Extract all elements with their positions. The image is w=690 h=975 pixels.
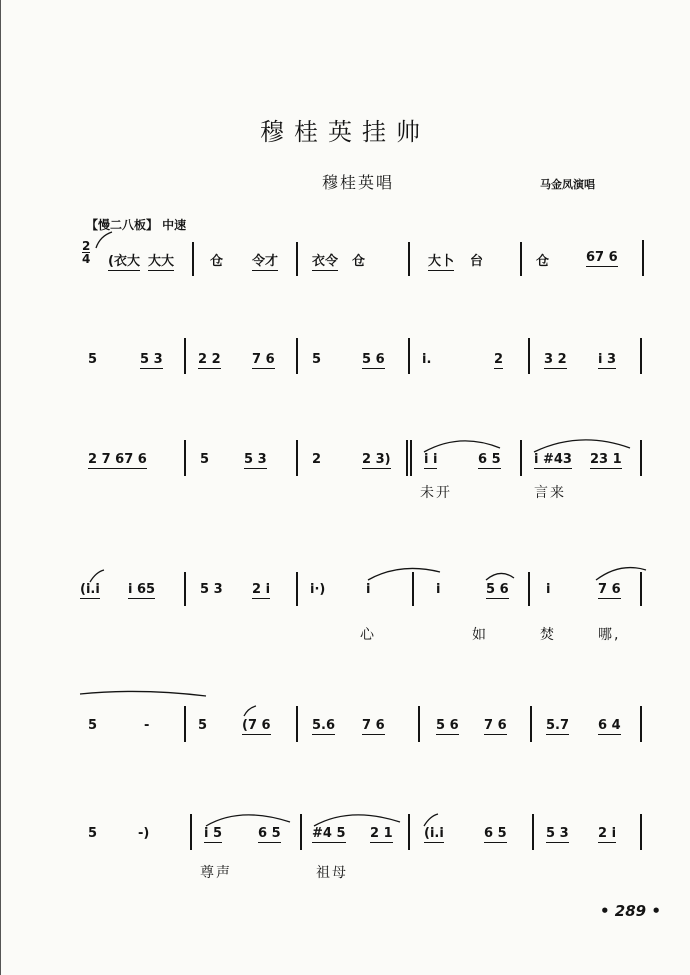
lyric-line: 哪, [598, 627, 621, 643]
note-group: 2 7 67 6 [88, 452, 147, 467]
slur-mark [80, 691, 206, 696]
note-group: i. [422, 352, 432, 367]
note-group: 7 6 [484, 718, 507, 733]
tempo-marking: 【慢二八板】 中速 [86, 218, 187, 232]
note-group: 7 6 [598, 582, 621, 597]
note-group: i 65 [128, 582, 156, 597]
subtitle: 穆桂英唱 [322, 173, 395, 192]
slur-mark [424, 814, 438, 826]
note-group: i [546, 582, 551, 597]
time-signature-top: 2 [82, 239, 91, 253]
note-group: 5 6 [436, 718, 459, 733]
note-group: 大大 [148, 250, 174, 271]
note-group: 6 5 [484, 826, 507, 841]
note-group: 67 6 [586, 250, 618, 265]
note-group: 5 [312, 352, 322, 367]
note-group: 5.7 [546, 718, 570, 733]
slur-mark [314, 815, 400, 826]
note-group: i 3 [598, 352, 617, 367]
page-number: • 289 • [600, 902, 661, 920]
note-group: 6 5 [258, 826, 281, 841]
note-group: 2 1 [370, 826, 393, 841]
note-group: 7 6 [362, 718, 385, 733]
lyric-line: 言来 [534, 485, 566, 501]
note-group: 台 [470, 254, 484, 269]
note-group: 3 2 [544, 352, 567, 367]
note-group: (7 6 [242, 718, 271, 733]
lyric-line: 心 [360, 627, 376, 643]
note-group: 5 3 [200, 582, 223, 597]
note-group: 5 [198, 718, 208, 733]
note-group: 5 6 [362, 352, 385, 367]
note-group: i·) [310, 582, 326, 597]
note-group: 2 i [598, 826, 617, 841]
slur-mark [244, 706, 256, 716]
note-group: (i.i [80, 582, 100, 597]
note-group: 2 3) [362, 452, 391, 467]
note-group: 2 i [252, 582, 271, 597]
slur-mark [96, 232, 112, 248]
slur-mark [368, 568, 440, 580]
note-group: i #43 [534, 452, 572, 467]
note-group: 5 [88, 826, 98, 841]
note-group: 5 3 [244, 452, 267, 467]
slur-mark [596, 568, 646, 580]
note-group: 6 5 [478, 452, 501, 467]
note-group: - [144, 718, 150, 733]
note-group: 5 [200, 452, 210, 467]
note-group: 6 4 [598, 718, 621, 733]
slur-mark [424, 441, 500, 452]
note-group: 仓 [536, 254, 550, 269]
slur-mark [534, 440, 630, 452]
note-group: #4 5 [312, 826, 346, 841]
page-edge-line [0, 0, 1, 975]
slur-mark [90, 570, 104, 582]
time-signature-bottom: 4 [82, 252, 91, 266]
note-group: 2 2 [198, 352, 221, 367]
note-group: 5 [88, 718, 98, 733]
note-group: 5.6 [312, 718, 336, 733]
note-group: -) [138, 826, 150, 841]
note-group: i [436, 582, 441, 597]
note-group: 大卜 [428, 250, 454, 271]
note-group: 5 [88, 352, 98, 367]
note-group: (衣大 [108, 250, 140, 271]
slur-mark [486, 573, 514, 580]
note-group: i i [424, 452, 438, 467]
lyric-line: 祖母 [316, 865, 348, 881]
lyric-line: 如 [472, 627, 488, 643]
note-group: 2 [312, 452, 322, 467]
performer-credit: 马金凤演唱 [540, 178, 595, 191]
slur-mark [206, 815, 290, 826]
note-group: 2 [494, 352, 504, 367]
lyric-line: 尊声 [200, 865, 232, 881]
note-group: 7 6 [252, 352, 275, 367]
note-group: 衣令 [312, 250, 338, 271]
note-group: 仓 [210, 254, 224, 269]
note-group: 5 3 [546, 826, 569, 841]
note-group: i 5 [204, 826, 223, 841]
note-group: (i.i [424, 826, 444, 841]
lyric-line: 焚 [540, 627, 556, 643]
lyric-line: 未开 [420, 485, 452, 501]
note-group: i [366, 582, 371, 597]
note-group: 23 1 [590, 452, 622, 467]
note-group: 5 3 [140, 352, 163, 367]
note-group: 仓 [352, 254, 366, 269]
page-title: 穆桂英挂帅 [260, 118, 430, 146]
note-group: 令才 [252, 250, 278, 271]
note-group: 5 6 [486, 582, 509, 597]
